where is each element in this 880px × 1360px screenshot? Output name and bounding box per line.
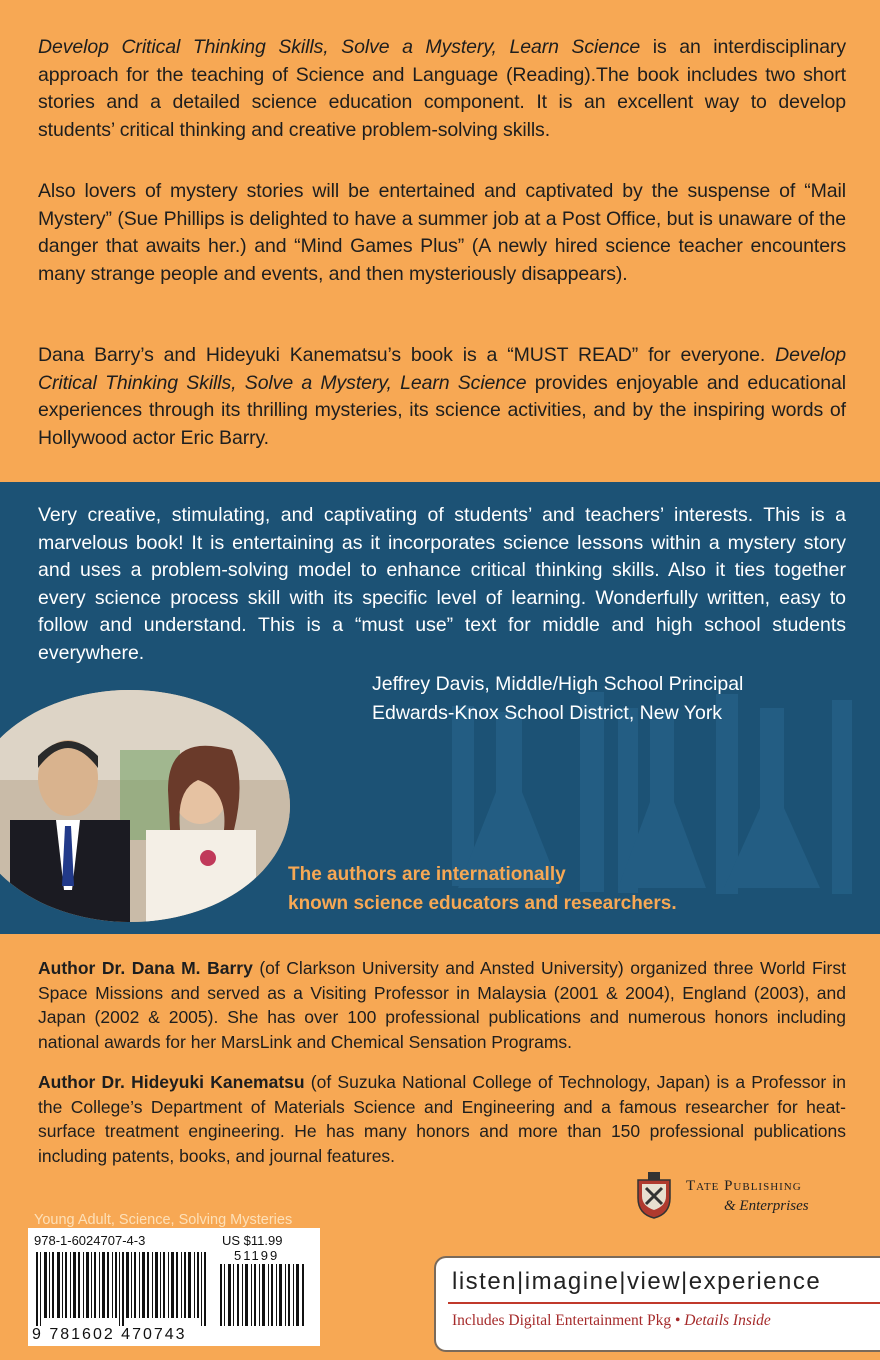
caption-line-2: known science educators and researchers. [288,893,677,914]
price-text: US $11.99 [222,1233,283,1248]
intro-paragraph-2: Also lovers of mystery stories will be entertained and captivated by the suspense of “Mail Mystery” (Sue Phillips is delighted to have a summer job at a Post Office, but is unaware of the danger that awaits her.) and “Mind Games Plus” (A newly hired science teacher encounters many strange people and events, and then mysteriously disappears). [38,180,846,285]
intro-paragraph-1-text: is an interdisciplinary approach for the teaching of Science and Language (Reading).The book includes two short stories and a detailed science education component. It is an excellent way to develop students’ critical thinking and creative problem-solving skills. [38,36,846,141]
book-title-italic: Develop Critical Thinking Skills, Solve a Mystery, Learn Science [38,36,641,58]
intro-paragraph-3-start: Dana Barry’s and Hideyuki Kanematsu’s book is a “MUST READ” for everyone. [38,344,776,366]
publisher-name: Tate Publishing [686,1178,802,1194]
barcode-digits: 9 781602 470743 [32,1326,187,1343]
promo-divider [448,1302,880,1304]
promo-bottom-start: Includes Digital Entertainment Pkg • [452,1312,685,1329]
promo-bottom-line [452,1312,771,1330]
genre-label: Young Adult, Science, Solving Mysteries [34,1212,293,1228]
authors-caption [288,860,677,918]
publisher-subtitle: & Enterprises [724,1198,809,1214]
bio-kanematsu [38,1070,846,1168]
review-panel [0,482,880,934]
promo-tagline: listen|imagine|view|experience [452,1268,822,1295]
isbn-text: 978-1-6024707-4-3 [34,1233,146,1248]
intro-paragraph-3-rest: provides enjoyable and educational experiences through its thrilling mysteries, its science activities, and by the inspiring words of Hollywood actor Eric Barry. [38,371,846,449]
bio-barry [38,956,846,1054]
intro-section [0,0,880,482]
bio-barry-lead: Author Dr. Dana M. Barry [38,958,253,978]
attribution-line-1: Jeffrey Davis, Middle/High School Principal [372,673,744,695]
attribution-line-2: Edwards-Knox School District, New York [372,702,723,724]
review-quote: Very creative, stimulating, and captivating of students’ and teachers’ interests. This is a marvelous book! It is entertaining as it incorporates science lessons within a mystery story and uses a problem-solving model to enhance critical thinking skills. Also it ties together every science process skill with its specific level of learning. Wonderfully written, easy to follow and understand. This is a “must use” text for middle and high school students everywhere. [38,504,846,664]
bio-kanematsu-lead: Author Dr. Hideyuki Kanematsu [38,1072,305,1092]
addon-digits: 51199 [234,1248,280,1263]
bio-barry-text: (of Clarkson University and Ansted University) organized three World First Space Missions and served as a Visiting Professor in Malaysia (2001 & 2004), England (2003), and Japan (2002 & 2005). She has over 100 professional publications and numerous honors including national awards for her MarsLink and Chemical Sensation Programs. [38,958,846,1052]
book-title-italic-2: Develop Critical Thinking Skills, Solve a Mystery, Learn Science [38,344,846,394]
bio-kanematsu-text: (of Suzuka National College of Technology, Japan) is a Professor in the College’s Department of Materials Science and Engineering and a famous researcher for heat-surface treatment engineering. He has many honors and more than 150 professional publications including patents, books, and journal features. [38,1072,846,1166]
caption-line-1: The authors are internationally [288,864,566,885]
intro-paragraph-3 [38,342,846,452]
promo-bottom-italic: Details Inside [684,1312,771,1329]
publisher-crest-icon [632,1172,676,1220]
review-attribution [372,670,743,728]
digital-entertainment-promo [434,1256,880,1352]
barcode-box [28,1228,320,1346]
intro-paragraph-1 [38,34,846,144]
